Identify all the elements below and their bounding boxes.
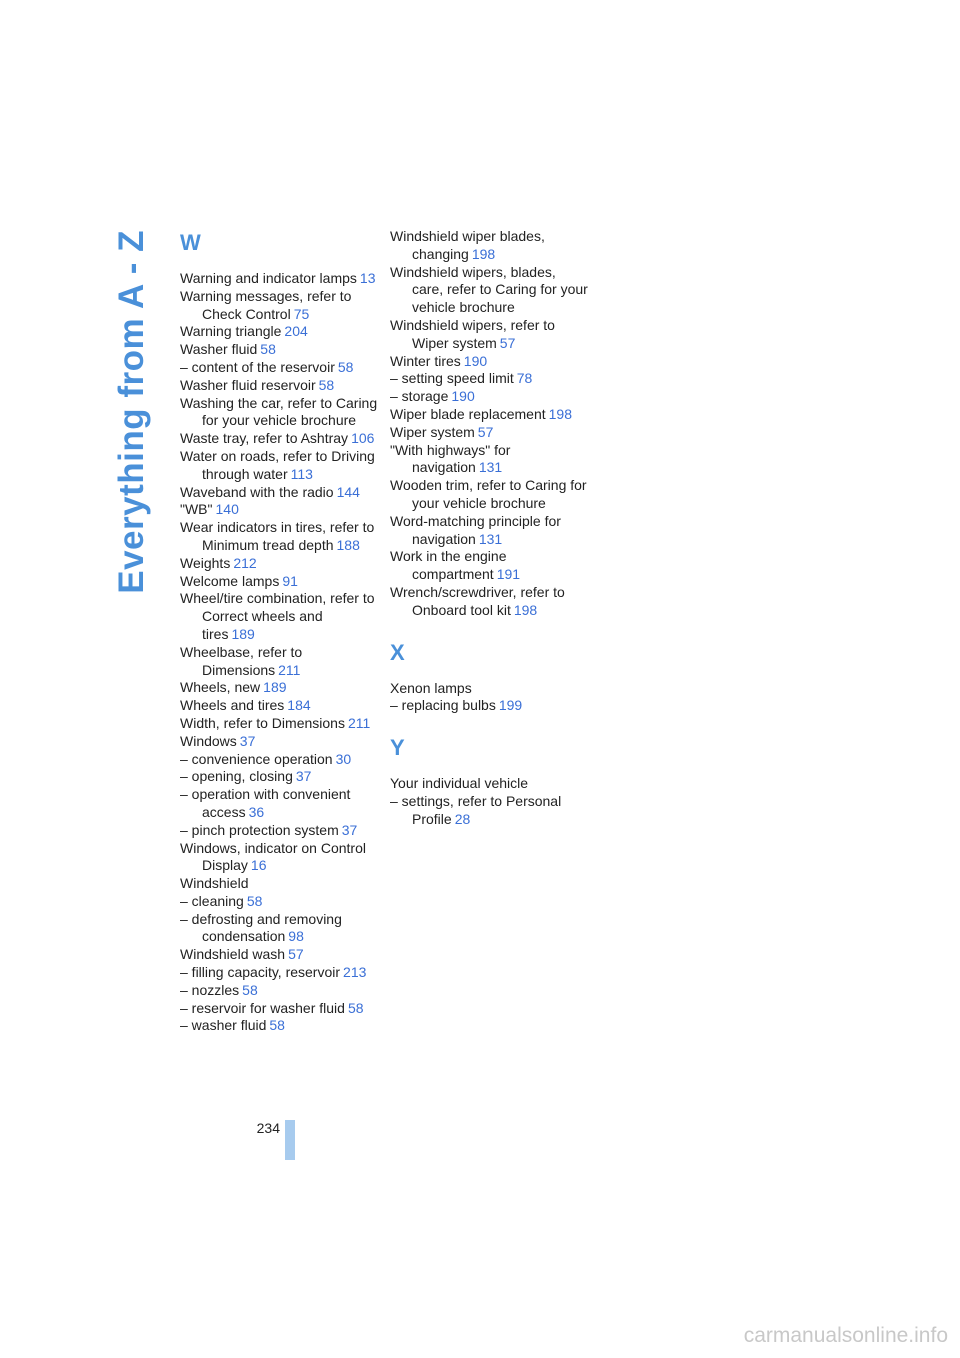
index-entry-text: – setting speed limit [390,370,514,387]
index-entry-text: Washing the car, refer to Caring for your vehicle brochure [180,394,378,429]
index-entry [390,370,588,388]
entry-list-x [390,680,588,716]
index-entry-text: Windshield wipers, refer to Wiper system [390,316,555,351]
page-reference-link[interactable]: 131 [478,530,503,547]
index-entry-text: "WB" [180,501,213,518]
index-column-left [180,228,378,1035]
index-entry-text: – cleaning [180,892,244,909]
index-entry-text: – filling capacity, reservoir [180,964,341,981]
index-entry [180,644,378,680]
page-reference-link[interactable]: 57 [477,423,494,440]
index-entry-text: Your individual vehicle [390,775,529,792]
index-entry [180,697,378,715]
index-entry-text: Weights [180,554,231,571]
index-entry [180,911,378,947]
index-entry [390,388,588,406]
index-entry-text: Washer fluid reservoir [180,376,316,393]
index-entry-text: – storage [390,388,449,405]
index-entry-text: Warning messages, refer to Check Control [180,287,352,322]
page-reference-link[interactable]: 144 [336,483,360,500]
index-entry [390,697,588,715]
page-reference-link[interactable]: 190 [463,352,488,369]
index-entry-text: – nozzles [180,981,240,998]
page-reference-link[interactable]: 98 [288,928,304,945]
index-entry-text: Wheel/tire combination, refer to Correct wheels and tires [180,590,375,642]
page-reference-link[interactable]: 30 [335,750,352,767]
index-entry-text: Wrench/screwdriver, refer to Onboard tool kit [390,583,565,618]
letter-heading-y: Y [390,735,405,761]
index-entry-text: Windshield wiper blades, changing [390,228,545,262]
index-entry [390,442,588,478]
page-reference-link[interactable]: 58 [260,341,276,358]
index-entry [390,353,588,371]
index-entry-text: Washer fluid [180,341,258,358]
index-entry [390,584,588,620]
index-entry-text: Xenon lamps [390,679,472,696]
page-reference-link[interactable]: 213 [343,964,367,981]
page-reference-link[interactable]: 198 [513,601,538,618]
page-reference-link[interactable]: 58 [242,981,258,998]
index-entry [390,264,588,317]
index-entry [180,822,378,840]
index-entry [390,548,588,584]
index-entry [390,317,588,353]
page-reference-link[interactable]: 140 [215,501,239,518]
index-entry [180,1000,378,1018]
index-entry [180,377,378,395]
page-number: 234 [256,1120,280,1136]
page-reference-link[interactable]: 204 [284,323,308,340]
page-reference-link[interactable]: 57 [499,334,516,351]
index-entry-text: Work in the engine compartment [390,548,507,583]
index-entry [180,555,378,573]
index-entry [180,840,378,876]
page-reference-link[interactable]: 198 [471,245,496,262]
index-entry-text: Wear indicators in tires, refer to Minimum tread depth [180,519,375,553]
index-entry-text: Waste tray, refer to Ashtray [180,430,349,447]
index-entry [180,751,378,769]
page-reference-link[interactable]: 78 [516,370,533,387]
page-reference-link[interactable]: 58 [347,999,364,1016]
section-side-title: Everything from A - Z [112,230,151,594]
index-entry-text: – defrosting and removing condensation [180,910,342,945]
index-entry [180,501,378,519]
index-entry [180,519,378,555]
index-column-right [390,228,588,829]
index-entry-text: – settings, refer to Personal Profile [390,792,562,827]
index-entry-text: Width, refer to Dimensions [180,714,345,731]
page-reference-link[interactable]: 188 [336,536,360,553]
index-entry [390,793,588,829]
index-entry [180,715,378,733]
page-reference-link[interactable]: 16 [250,857,267,874]
index-entry [180,768,378,786]
index-entry [180,964,378,982]
index-entry [180,786,378,822]
page-reference-link[interactable]: 199 [498,697,523,714]
index-entry [180,679,378,697]
index-entry-text: Wooden trim, refer to Caring for your vehicle brochure [390,477,587,511]
index-entry [180,341,378,359]
index-entry [180,359,378,377]
page-reference-link[interactable]: 131 [478,459,503,476]
page-reference-link[interactable]: 191 [496,566,521,583]
page-reference-link[interactable]: 58 [318,376,335,393]
index-entry-text: Winter tires [390,352,461,369]
page-marker-bar [285,1120,295,1160]
index-entry [180,573,378,591]
index-entry-text: Windshield [180,875,249,892]
page-reference-link[interactable]: 28 [454,810,471,827]
index-entry [180,590,378,643]
index-entry-text: Wheelbase, refer to Dimensions [180,643,303,678]
index-entry-text: – reservoir for washer fluid [180,999,345,1016]
page-reference-link[interactable]: 106 [351,430,375,447]
index-entry-text: – washer fluid [180,1017,267,1034]
entry-list-w-right [390,228,588,620]
page-reference-link[interactable]: 57 [288,946,304,963]
page-reference-link[interactable]: 37 [239,732,256,749]
entry-list-w-left [180,270,378,1035]
index-entry-text: Windshield wipers, blades, care, refer to Caring for your vehicle brochure [390,263,588,316]
index-entry-text: Windshield wash [180,946,286,963]
index-entry [180,982,378,1000]
index-entry-text: Wheels, new [180,679,261,696]
index-entry-text: Warning and indicator lamps [180,270,357,286]
page-reference-link[interactable]: 211 [347,714,371,731]
index-entry-text: – convenience operation [180,750,333,767]
index-entry-text: Word-matching principle for navigation [390,512,561,547]
index-entry [390,477,588,513]
index-entry [180,395,378,431]
index-entry [180,323,378,341]
index-entry [180,893,378,911]
index-entry-text: Windows [180,732,237,749]
index-entry [180,270,378,288]
index-entry [180,733,378,751]
index-entry [390,775,588,793]
index-entry-text: Wheels and tires [180,697,285,714]
page-reference-link[interactable]: 36 [248,803,265,820]
index-entry-text: Wiper system [390,423,475,440]
page-reference-link[interactable]: 189 [263,679,287,696]
page-reference-link[interactable]: 58 [246,892,263,909]
index-entry [180,484,378,502]
index-entry [390,424,588,442]
page-reference-link[interactable]: 212 [233,554,257,571]
index-entry-text: "With highways" for navigation [390,441,511,476]
index-entry [390,406,588,424]
page-reference-link[interactable]: 211 [278,661,301,678]
index-entry [180,875,378,893]
page-reference-link[interactable]: 113 [290,465,313,482]
page-reference-link[interactable]: 37 [341,821,358,838]
page-reference-link[interactable]: 37 [295,768,312,785]
page-reference-link[interactable]: 189 [231,625,255,642]
letter-heading-w: W [180,230,201,255]
index-entry-text: – operation with convenient access [180,786,351,820]
index-entry-text: – content of the reservoir [180,358,335,375]
page-reference-link[interactable]: 58 [269,1017,285,1034]
letter-heading-x: X [390,639,405,665]
index-entry-text: – opening, closing [180,768,293,785]
page-reference-link[interactable]: 190 [451,388,475,405]
index-entry-text: Windows, indicator on Control Display [180,839,366,874]
watermark: carmanualsonline.info [743,1324,948,1347]
page-reference-link[interactable]: 184 [287,697,311,714]
page-reference-link[interactable]: 13 [359,270,376,286]
index-entry-text: Wiper blade replacement [390,405,546,422]
index-entry-text: Welcome lamps [180,572,280,589]
index-entry [390,680,588,698]
index-entry [390,513,588,549]
index-entry-text: Water on roads, refer to Driving through water [180,447,375,482]
index-entry [180,430,378,448]
entry-list-y [390,775,588,828]
page-reference-link[interactable]: 198 [548,405,572,422]
index-entry [180,448,378,484]
index-entry-text: Warning triangle [180,323,282,340]
index-entry-text: Waveband with the radio [180,483,334,500]
index-entry-text: – replacing bulbs [390,697,496,714]
index-entry [180,1017,378,1035]
index-entry [180,288,378,324]
index-entry [390,228,588,264]
index-entry [180,946,378,964]
page-reference-link[interactable]: 75 [293,305,310,322]
page-reference-link[interactable]: 58 [337,358,354,375]
page-reference-link[interactable]: 91 [282,572,298,589]
index-entry-text: – pinch protection system [180,821,339,838]
